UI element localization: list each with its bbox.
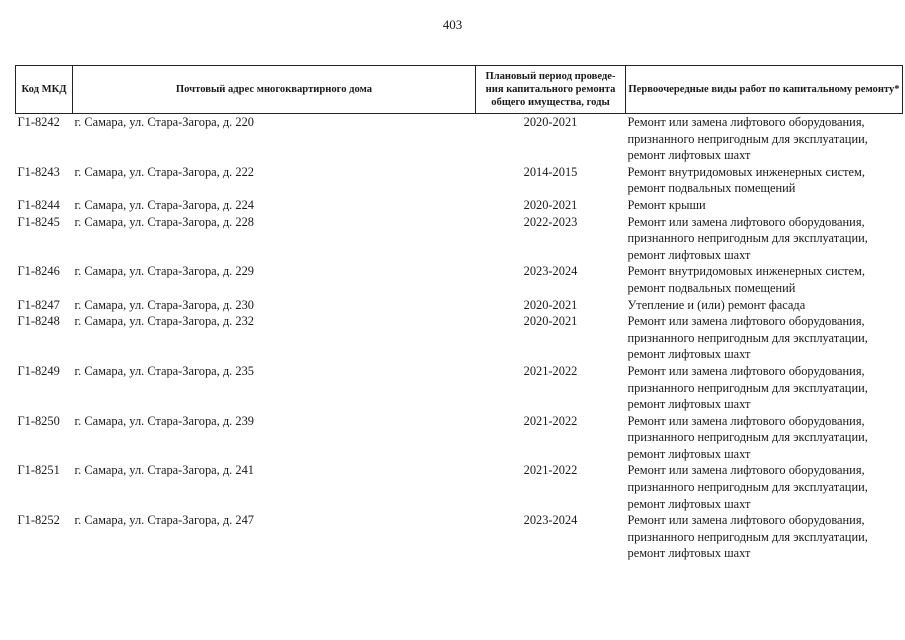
period-cell: 2021-2022 bbox=[523, 413, 578, 428]
mkd-code-cell: Г1-8252 bbox=[17, 513, 60, 528]
header-works: Первоочередные виды работ по капитальному ремонту* bbox=[626, 66, 903, 114]
works-line: Ремонт или замена лифтового оборудования, bbox=[627, 314, 865, 329]
works-line: признанного непригодным для эксплуатации, bbox=[627, 131, 868, 146]
period-cell: 2020-2021 bbox=[523, 314, 578, 329]
works-line: ремонт лифтовых шахт bbox=[627, 496, 751, 511]
table-row bbox=[16, 297, 903, 314]
address-cell: г. Самара, ул. Стара-Загора, д. 229 bbox=[74, 264, 254, 279]
table-row bbox=[16, 214, 903, 264]
address-cell: г. Самара, ул. Стара-Загора, д. 222 bbox=[74, 164, 254, 179]
works-cell bbox=[626, 263, 903, 296]
works-line: Утепление и (или) ремонт фасада bbox=[627, 297, 806, 312]
mkd-code-cell: Г1-8248 bbox=[17, 314, 60, 329]
works-line: Ремонт или замена лифтового оборудования, bbox=[627, 463, 865, 478]
period-cell: 2023-2024 bbox=[523, 264, 578, 279]
works-line: ремонт лифтовых шахт bbox=[627, 546, 751, 561]
mkd-code-cell: Г1-8245 bbox=[17, 214, 60, 229]
works-line: Ремонт внутридомовых инженерных систем, bbox=[627, 164, 865, 179]
header-period: Плановый период проведе-ния капитального ремонта общего имущества, годы bbox=[476, 66, 626, 114]
address-cell: г. Самара, ул. Стара-Загора, д. 220 bbox=[74, 115, 254, 129]
works-cell bbox=[626, 363, 903, 413]
works-line: ремонт лифтовых шахт bbox=[627, 347, 751, 362]
table-row bbox=[16, 263, 903, 296]
table-body bbox=[16, 114, 903, 563]
mkd-code-cell: Г1-8251 bbox=[17, 463, 60, 478]
address-cell: г. Самара, ул. Стара-Загора, д. 235 bbox=[74, 363, 254, 378]
mkd-code-cell: Г1-8244 bbox=[17, 197, 60, 212]
period-cell: 2023-2024 bbox=[523, 513, 578, 528]
works-line: Ремонт крыши bbox=[627, 197, 706, 212]
works-line: Ремонт или замена лифтового оборудования, bbox=[627, 513, 865, 528]
table-row bbox=[16, 313, 903, 363]
works-line: Ремонт или замена лифтового оборудования, bbox=[627, 115, 865, 129]
works-line: ремонт лифтовых шахт bbox=[627, 148, 751, 163]
works-line: ремонт подвальных помещений bbox=[627, 280, 796, 295]
works-line: признанного непригодным для эксплуатации, bbox=[627, 330, 868, 345]
works-line: признанного непригодным для эксплуатации, bbox=[627, 430, 868, 445]
table-header-row bbox=[16, 66, 903, 114]
works-line: признанного непригодным для эксплуатации, bbox=[627, 380, 868, 395]
table-row bbox=[16, 197, 903, 214]
address-cell: г. Самара, ул. Стара-Загора, д. 239 bbox=[74, 413, 254, 428]
works-cell bbox=[626, 413, 903, 463]
works-cell bbox=[626, 313, 903, 363]
table-row bbox=[16, 462, 903, 512]
address-cell: г. Самара, ул. Стара-Загора, д. 232 bbox=[74, 314, 254, 329]
mkd-code-cell: Г1-8243 bbox=[17, 164, 60, 179]
works-line: признанного непригодным для эксплуатации, bbox=[627, 231, 868, 246]
table-row bbox=[16, 512, 903, 562]
table-row bbox=[16, 363, 903, 413]
works-cell bbox=[626, 164, 903, 197]
works-line: ремонт лифтовых шахт bbox=[627, 247, 751, 262]
period-cell: 2020-2021 bbox=[523, 115, 578, 129]
header-code: Код МКД bbox=[16, 66, 73, 114]
works-line: ремонт лифтовых шахт bbox=[627, 446, 751, 461]
capital-repair-table bbox=[15, 65, 903, 562]
works-cell bbox=[626, 512, 903, 562]
works-line: Ремонт внутридомовых инженерных систем, bbox=[627, 264, 865, 279]
table-row bbox=[16, 164, 903, 197]
address-cell: г. Самара, ул. Стара-Загора, д. 224 bbox=[74, 197, 254, 212]
table-row bbox=[16, 114, 903, 164]
period-cell: 2021-2022 bbox=[523, 463, 578, 478]
page-number: 403 bbox=[442, 17, 463, 32]
period-cell: 2022-2023 bbox=[523, 214, 578, 229]
period-cell: 2021-2022 bbox=[523, 363, 578, 378]
works-cell bbox=[626, 114, 903, 164]
works-line: признанного непригодным для эксплуатации, bbox=[627, 480, 868, 495]
mkd-code-cell: Г1-8250 bbox=[17, 413, 60, 428]
works-cell bbox=[626, 462, 903, 512]
period-cell: 2020-2021 bbox=[523, 297, 578, 312]
header-address: Почтовый адрес многоквартирного дома bbox=[73, 66, 476, 114]
address-cell: г. Самара, ул. Стара-Загора, д. 228 bbox=[74, 214, 254, 229]
address-cell: г. Самара, ул. Стара-Загора, д. 230 bbox=[74, 297, 254, 312]
mkd-code-cell: Г1-8242 bbox=[17, 115, 60, 129]
period-cell: 2020-2021 bbox=[523, 197, 578, 212]
mkd-code-cell: Г1-8246 bbox=[17, 264, 60, 279]
works-line: признанного непригодным для эксплуатации, bbox=[627, 529, 868, 544]
mkd-code-cell: Г1-8247 bbox=[17, 297, 60, 312]
works-line: ремонт лифтовых шахт bbox=[627, 397, 751, 412]
period-cell: 2014-2015 bbox=[523, 164, 578, 179]
works-cell bbox=[626, 297, 903, 314]
address-cell: г. Самара, ул. Стара-Загора, д. 247 bbox=[74, 513, 254, 528]
works-line: Ремонт или замена лифтового оборудования, bbox=[627, 413, 865, 428]
works-cell bbox=[626, 197, 903, 214]
mkd-code-cell: Г1-8249 bbox=[17, 363, 60, 378]
table-row bbox=[16, 413, 903, 463]
works-line: Ремонт или замена лифтового оборудования, bbox=[627, 363, 865, 378]
works-cell bbox=[626, 214, 903, 264]
works-line: ремонт подвальных помещений bbox=[627, 181, 796, 196]
works-line: Ремонт или замена лифтового оборудования, bbox=[627, 214, 865, 229]
address-cell: г. Самара, ул. Стара-Загора, д. 241 bbox=[74, 463, 254, 478]
